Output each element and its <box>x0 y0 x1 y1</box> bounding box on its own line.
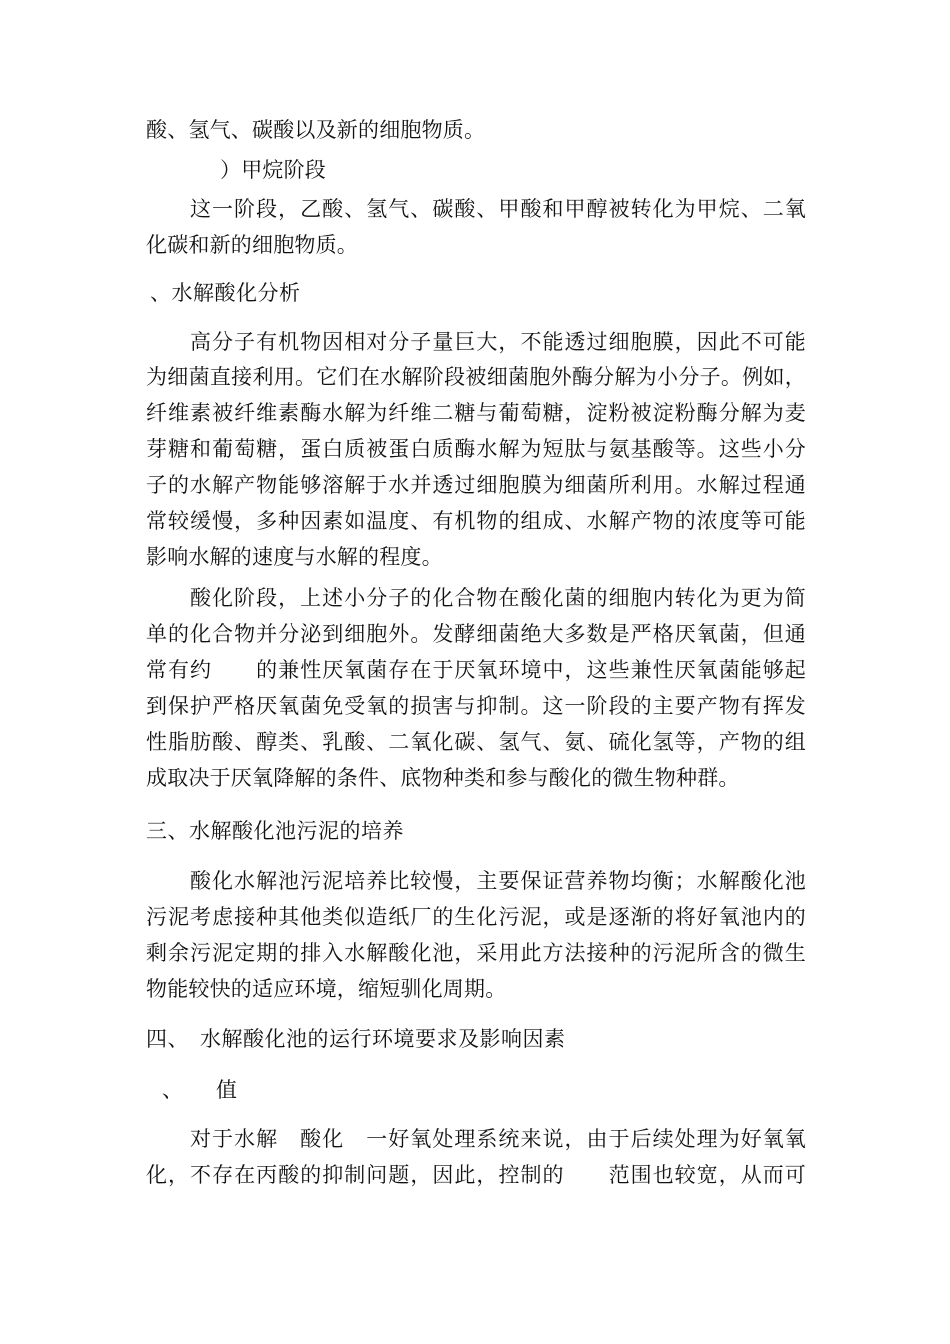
paragraph-line: 高分子有机物因相对分子量巨大，不能透过细胞膜，因此不可能 <box>190 330 806 354</box>
paragraph-line: 常较缓慢，多种因素如温度、有机物的组成、水解产物的浓度等可能 <box>146 509 806 533</box>
section-heading: 三、水解酸化池污泥的培养 <box>146 819 404 843</box>
paragraph-line: 到保护严格厌氧菌免受氧的损害与抑制。这一阶段的主要产物有挥发 <box>146 694 806 718</box>
paragraph-line: 单的化合物并分泌到细胞外。发酵细菌绝大多数是严格厌氧菌，但通 <box>146 622 806 646</box>
paragraph-line: 酸化水解池污泥培养比较慢，主要保证营养物均衡；水解酸化池 <box>190 869 806 893</box>
paragraph-line: 纤维素被纤维素酶水解为纤维二糖与葡萄糖，淀粉被淀粉酶分解为麦 <box>146 401 806 425</box>
paragraph-line: 芽糖和葡萄糖，蛋白质被蛋白质酶水解为短肽与氨基酸等。这些小分 <box>146 437 806 461</box>
paragraph-line: 这一阶段，乙酸、氢气、碳酸、甲酸和甲醇被转化为甲烷、二氧 <box>190 197 806 221</box>
section-heading: 、水解酸化分析 <box>150 281 301 305</box>
paragraph-line: 物能较快的适应环境，缩短驯化周期。 <box>146 977 507 1001</box>
paragraph-line: 对于水解 酸化 一好氧处理系统来说，由于后续处理为好氧氧 <box>190 1127 806 1151</box>
paragraph-line: 子的水解产物能够溶解于水并透过细胞膜为细菌所利用。水解过程通 <box>146 473 806 497</box>
paragraph-line: 化碳和新的细胞物质。 <box>146 233 358 257</box>
text-line: 酸、氢气、碳酸以及新的细胞物质。 <box>146 118 486 142</box>
paragraph-line: 影响水解的速度与水解的程度。 <box>146 545 443 569</box>
section-heading: 四、 水解酸化池的运行环境要求及影响因素 <box>146 1027 566 1051</box>
paragraph-line: 成取决于厌氧降解的条件、底物种类和参与酸化的微生物种群。 <box>146 766 740 790</box>
paragraph-line: 性脂肪酸、醇类、乳酸、二氧化碳、氢气、氨、硫化氢等，产物的组 <box>146 730 806 754</box>
paragraph-line: 化，不存在丙酸的抑制问题，因此，控制的 范围也较宽，从而可 <box>146 1163 806 1187</box>
paragraph-line: 酸化阶段，上述小分子的化合物在酸化菌的细胞内转化为更为简 <box>190 586 806 610</box>
section-subheading: ）甲烷阶段 <box>220 158 326 182</box>
paragraph-line: 污泥考虑接种其他类似造纸厂的生化污泥，或是逐渐的将好氧池内的 <box>146 905 806 929</box>
subsection-heading: 、 值 <box>162 1078 238 1102</box>
paragraph-line: 常有约 的兼性厌氧菌存在于厌氧环境中，这些兼性厌氧菌能够起 <box>146 658 806 682</box>
paragraph-line: 为细菌直接利用。它们在水解阶段被细菌胞外酶分解为小分子。例如， <box>146 365 806 389</box>
paragraph-line: 剩余污泥定期的排入水解酸化池，采用此方法接种的污泥所含的微生 <box>146 941 806 965</box>
